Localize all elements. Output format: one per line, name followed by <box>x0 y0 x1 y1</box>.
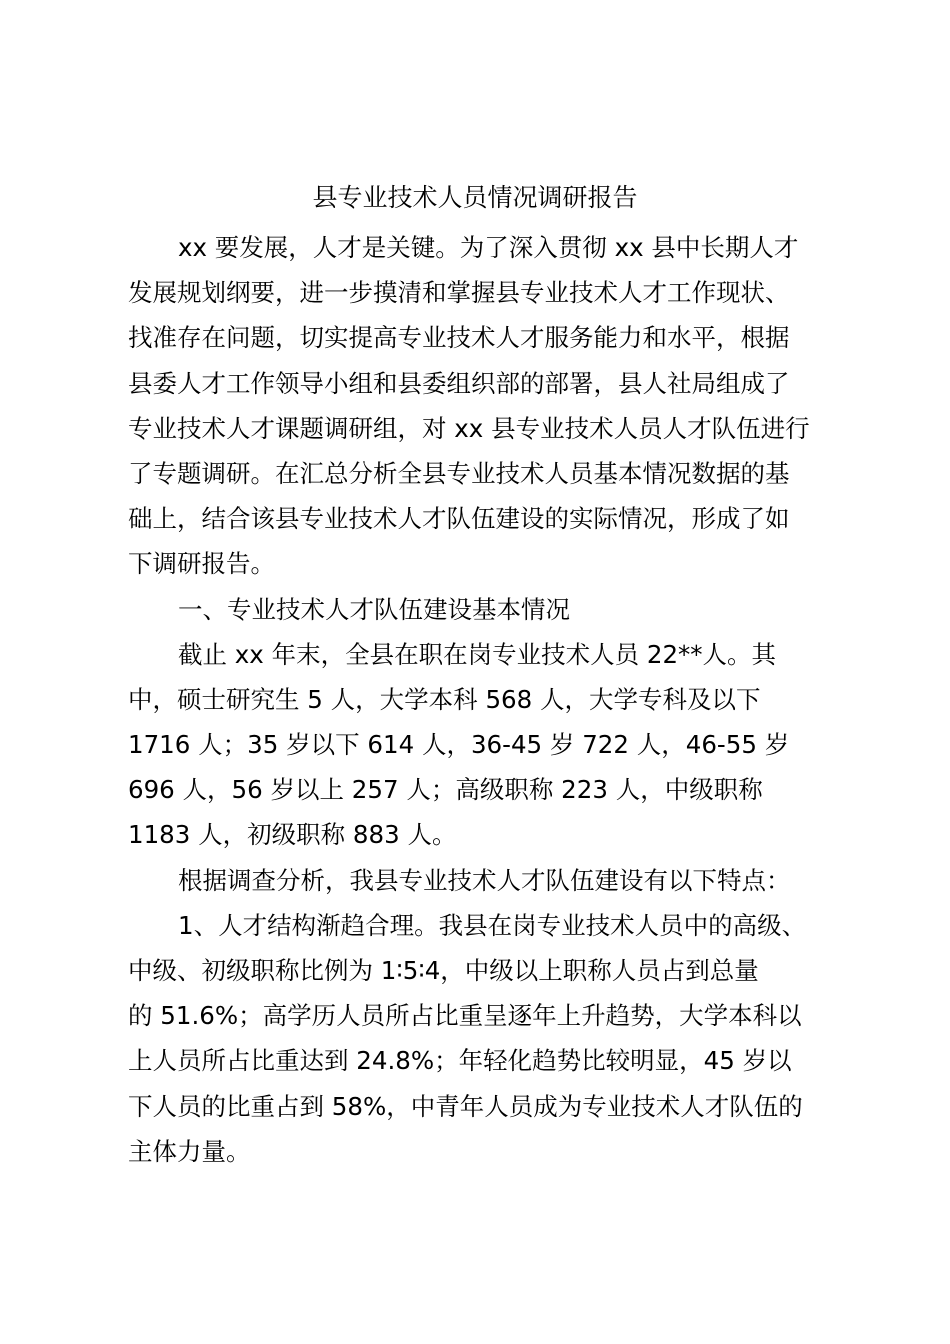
text-line: 专业技术人才课题调研组，对 xx 县专业技术人员人才队伍进行 <box>128 413 810 443</box>
text-line: 县委人才工作领导小组和县委组织部的部署，县人社局组成了 <box>128 368 790 398</box>
text-line: 下人员的比重占到 58%，中青年人员成为专业技术人才队伍的 <box>128 1091 803 1121</box>
text-line: xx 要发展，人才是关键。为了深入贯彻 xx 县中长期人才 <box>178 233 799 262</box>
text-line: 696 人，56 岁以上 257 人；高级职称 223 人，中级职称 <box>128 775 763 805</box>
document-title: 县专业技术人员情况调研报告 <box>312 183 638 212</box>
text-line: 1、人才结构渐趋合理。我县在岗专业技术人员中的高级、 <box>178 910 807 940</box>
text-line: 1183 人，初级职称 883 人。 <box>128 820 457 850</box>
text-line: 的 51.6%；高学历人员所占比重呈逐年上升趋势，大学本科以 <box>128 1001 802 1031</box>
text-line: 截止 xx 年末，全县在职在岗专业技术人员 22**人。其 <box>178 639 777 669</box>
text-line: 中，硕士研究生 5 人，大学本科 568 人，大学专科及以下 <box>128 684 761 714</box>
text-line: 础上，结合该县专业技术人才队伍建设的实际情况，形成了如 <box>128 504 790 534</box>
section-heading: 一、专业技术人才队伍建设基本情况 <box>178 594 570 624</box>
text-line: 上人员所占比重达到 24.8%；年轻化趋势比较明显，45 岁以 <box>128 1046 792 1076</box>
text-line: 主体力量。 <box>128 1136 251 1166</box>
text-line: 根据调查分析，我县专业技术人才队伍建设有以下特点： <box>178 865 791 895</box>
text-line: 了专题调研。在汇总分析全县专业技术人员基本情况数据的基 <box>128 458 790 488</box>
text-line: 1716 人；35 岁以下 614 人，36-45 岁 722 人，46-55 岁 <box>128 730 790 760</box>
text-line: 找准存在问题，切实提高专业技术人才服务能力和水平，根据 <box>128 323 790 353</box>
text-line: 发展规划纲要，进一步摸清和掌握县专业技术人才工作现状、 <box>128 278 790 308</box>
text-line: 中级、初级职称比例为 1∶5∶4，中级以上职称人员占到总量 <box>128 956 759 985</box>
document-body <box>128 225 838 1174</box>
text-line: 下调研报告。 <box>128 549 275 579</box>
